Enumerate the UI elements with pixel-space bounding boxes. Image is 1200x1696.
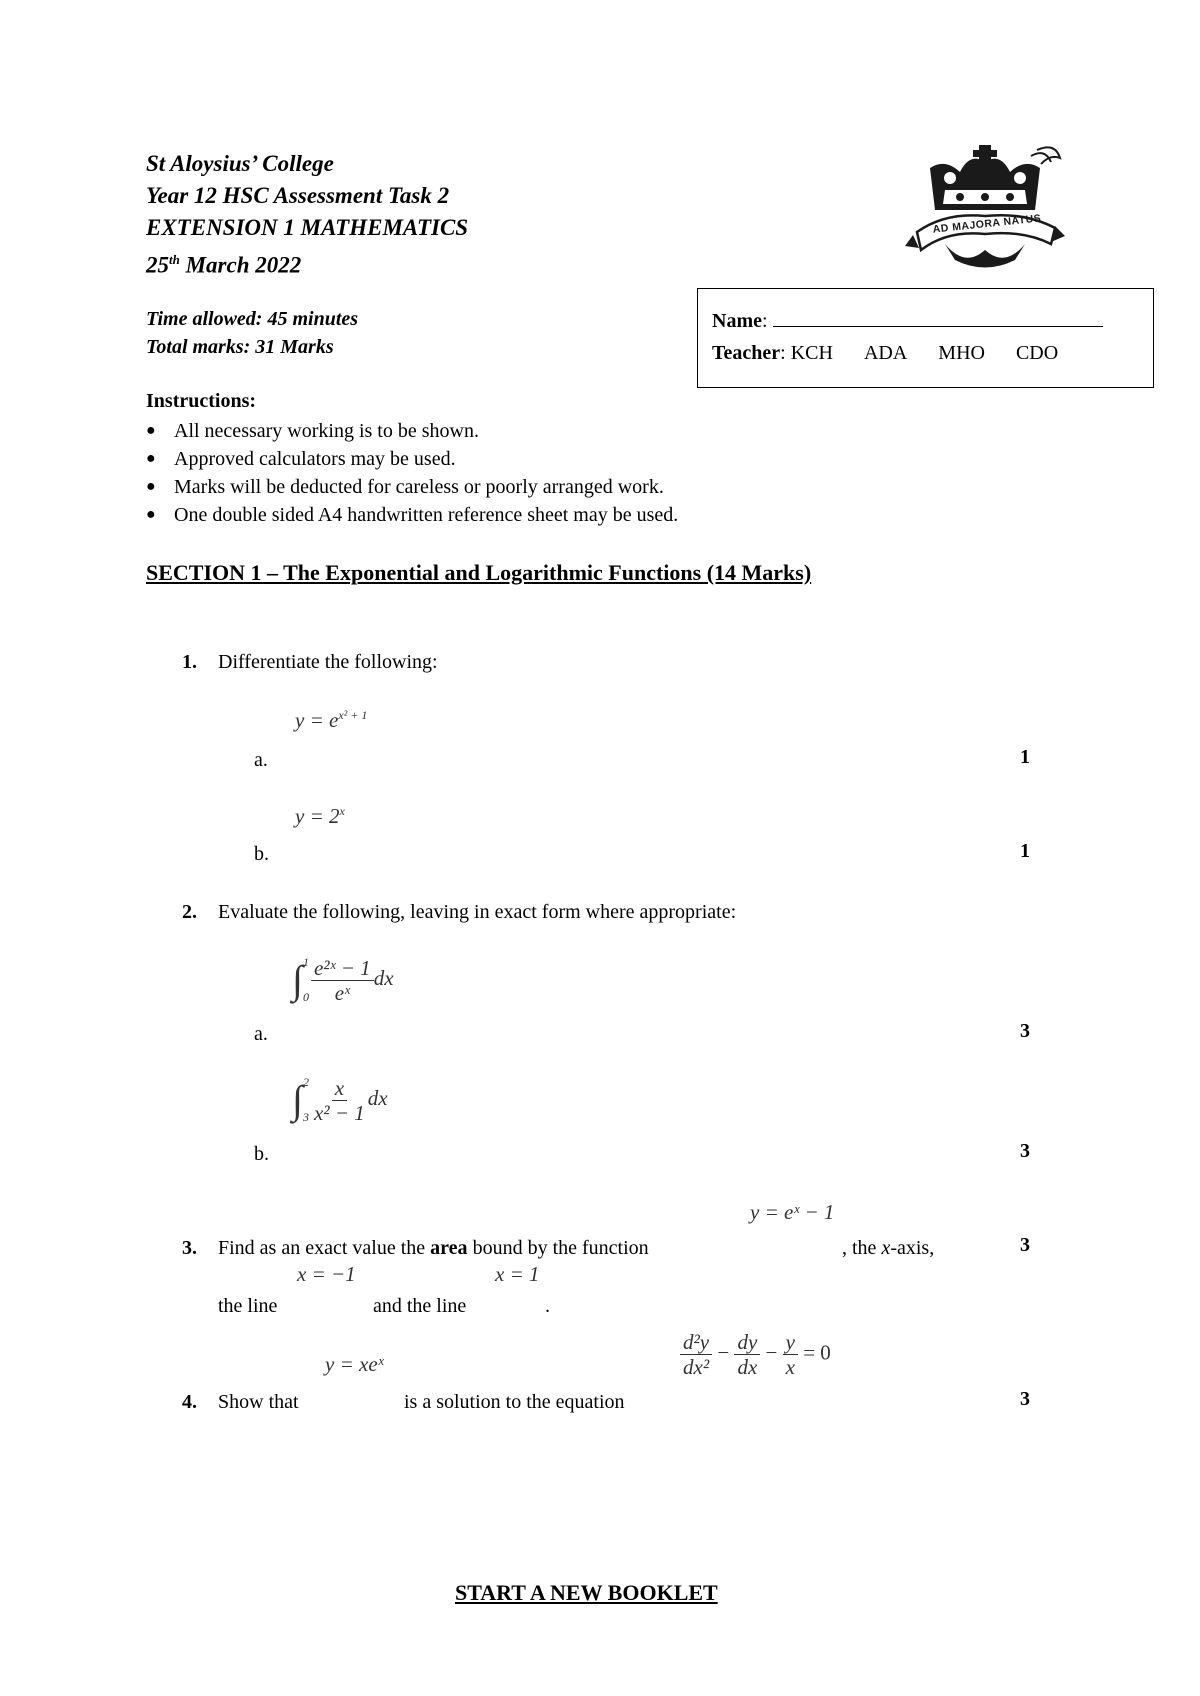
q3-number: 3. (182, 1237, 197, 1259)
exam-date (146, 244, 301, 282)
instructions-list (146, 417, 906, 529)
instructions (146, 390, 906, 529)
q3-function: y = eˣ − 1 (750, 1200, 835, 1224)
q3-text-line2b: and the line (373, 1295, 467, 1317)
date-day: 25 (146, 252, 169, 278)
q2b-label: b. (254, 1143, 269, 1165)
school-crest-logo (905, 140, 1065, 270)
q4-differential-equation: $\frac{\text{d²y}}{\text{dx²}}$ − $\frac{dy}{dx}$ − $\frac{y}{x}$ = 0 (680, 1330, 831, 1379)
q2a-integral: ∫ 1 0 $\frac{\text{e²ˣ − 1}}{\text{eˣ}}$ dx (292, 955, 394, 1005)
bullet-icon: ● (146, 422, 156, 439)
integral-sign-icon: ∫ (292, 1077, 303, 1122)
teacher-option[interactable]: KCH (790, 342, 833, 364)
teacher-option[interactable]: CDO (1015, 342, 1059, 364)
crest-motto: AD MAJORA NATUS (932, 212, 1042, 236)
q4-function: y = xeˣ (325, 1352, 384, 1376)
bullet-icon: ● (146, 478, 156, 495)
q1a-equation: $y = e^{x^2 + 1}$ (295, 708, 368, 732)
instructions-title: Instructions: (146, 390, 257, 412)
q2b-integral: ∫ 2 3 $\frac{x}{\text{x² − 1}}$ dx (292, 1075, 388, 1125)
q3-text-line2c: . (545, 1295, 550, 1317)
q3-text-line1: Find as an exact value the area bound by the function (218, 1237, 649, 1259)
teacher-option[interactable]: ADA (863, 342, 908, 364)
q1b-equation: $y = 2^x$ (295, 804, 345, 828)
name-label: Name (712, 310, 762, 332)
teacher-row: Teacher: KCH ADA MHO CDO (712, 337, 1139, 369)
q4-text-a: Show that (218, 1391, 299, 1413)
q1a-label: a. (254, 749, 268, 771)
student-details-box (697, 288, 1154, 388)
instruction-item: ● All necessary working is to be shown. (146, 417, 906, 445)
q2-number: 2. (182, 901, 197, 923)
q2a-label: a. (254, 1023, 268, 1045)
time-allowed: Time allowed: 45 minutes (146, 308, 359, 330)
section-1-title: SECTION 1 – The Exponential and Logarithmic Functions (14 Marks) (146, 560, 812, 585)
q1-text: Differentiate the following: (218, 651, 438, 673)
q3-text-line2a: the line (218, 1295, 278, 1317)
q3-marks: 3 (1020, 1234, 1030, 1256)
q3-line1-eq: x = −1 (297, 1262, 356, 1286)
teacher-option[interactable]: MHO (938, 342, 985, 364)
q1-number: 1. (182, 651, 197, 673)
school-name: St Aloysius’ College (146, 151, 334, 176)
instruction-item: ● One double sided A4 handwritten reference sheet may be used. (146, 501, 906, 529)
q3-line2-eq: x = 1 (495, 1262, 540, 1286)
instruction-item: ● Marks will be deducted for careless or poorly arranged work. (146, 473, 906, 501)
instruction-item: ● Approved calculators may be used. (146, 445, 906, 473)
date-suffix: th (169, 252, 180, 267)
total-marks: Total marks: 31 Marks (146, 336, 334, 358)
q4-number: 4. (182, 1391, 197, 1413)
start-new-booklet: START A NEW BOOKLET (455, 1580, 718, 1605)
name-row: Name: (712, 305, 1139, 337)
task-title: Year 12 HSC Assessment Task 2 (146, 183, 450, 208)
q1b-marks: 1 (1020, 840, 1030, 862)
q4-marks: 3 (1020, 1388, 1030, 1410)
teacher-label: Teacher (712, 342, 781, 364)
bullet-icon: ● (146, 506, 156, 523)
q2a-marks: 3 (1020, 1020, 1030, 1042)
q2-text: Evaluate the following, leaving in exact form where appropriate: (218, 901, 737, 923)
q1a-marks: 1 (1020, 746, 1030, 768)
q4-text-b: is a solution to the equation (404, 1391, 625, 1413)
date-rest: March 2022 (179, 252, 302, 278)
name-field[interactable] (773, 306, 1103, 327)
q1b-label: b. (254, 843, 269, 865)
q2b-marks: 3 (1020, 1140, 1030, 1162)
integral-sign-icon: ∫ (292, 957, 303, 1002)
q3-text-axis: , the x-axis, (842, 1237, 935, 1259)
bullet-icon: ● (146, 450, 156, 467)
subject-title: EXTENSION 1 MATHEMATICS (146, 215, 469, 240)
